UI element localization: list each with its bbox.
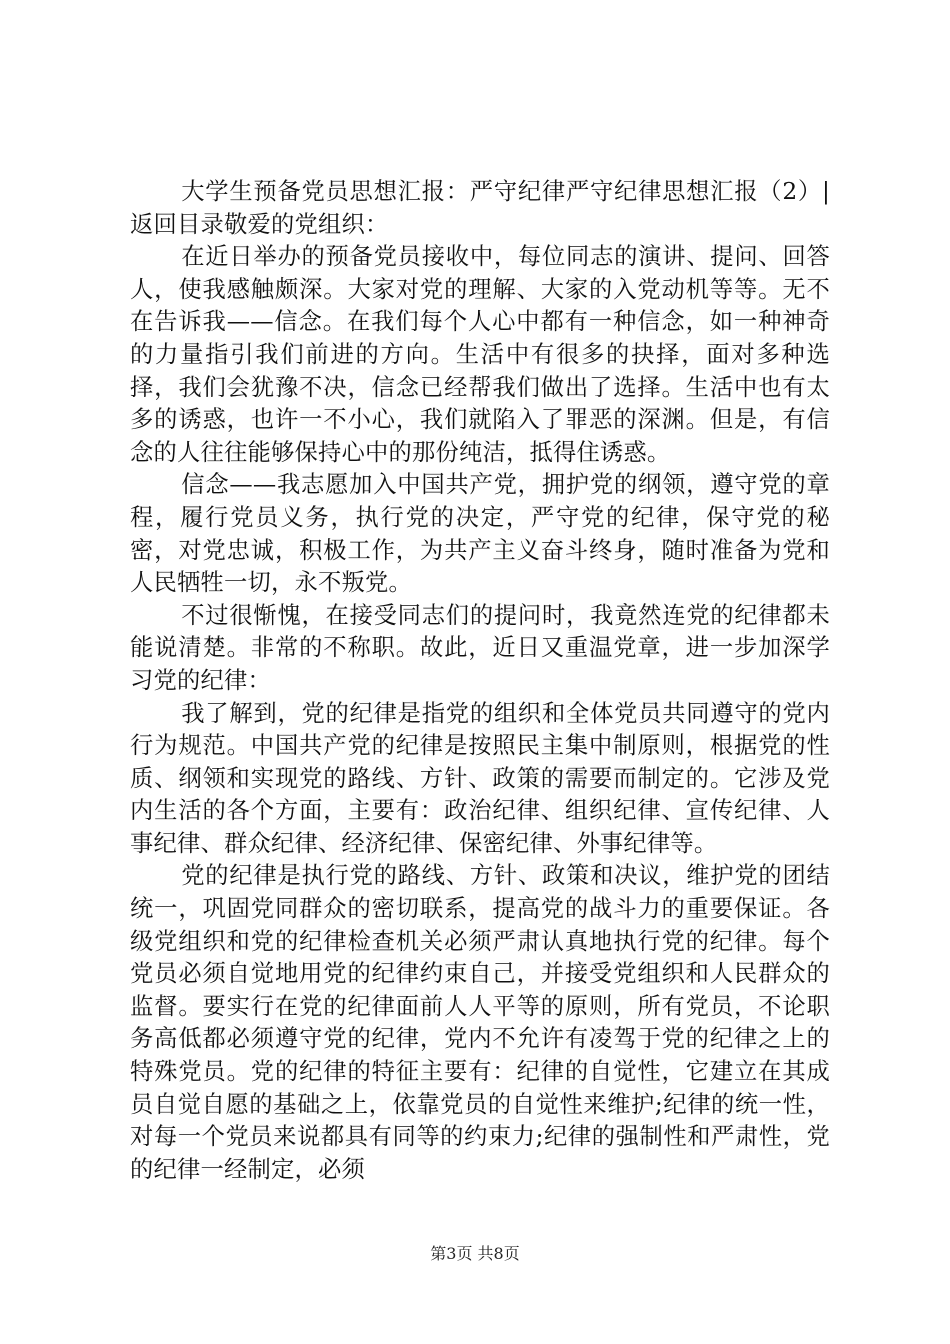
paragraph-discipline-role: 党的纪律是执行党的路线、方针、政策和决议，维护党的团结统一，巩固党同群众的密切联系，提高党的战斗力的重要保证。各级党组织和党的纪律检查机关必须严肃认真地执行党的纪律。每个党员必须自觉地用党的纪律约束自己，并接受党组织和人民群众的监督。要实行在党的纪律面前人人平等的原则，所有党员，不论职务高低都必须遵守党的纪律，党内不允许有凌驾于党的纪律之上的特殊党员。党的纪律的特征主要有：纪律的自觉性，它建立在其成员自觉自愿的基础之上，依靠党员的自觉性来维护;纪律的统一性，对每一个党员来说都具有同等的约束力;纪律的强制性和严肃性，党的纪律一经制定，必须: [130, 862, 830, 1183]
page-number-footer: 第3页 共8页: [430, 1244, 520, 1263]
report-title-paragraph: 大学生预备党员思想汇报：严守纪律严守纪律思想汇报（2）|返回目录敬爱的党组织：: [130, 178, 830, 238]
paragraph-reflection: 不过很惭愧，在接受同志们的提问时，我竟然连党的纪律都未能说清楚。非常的不称职。故此，近日又重温党章，进一步加深学习党的纪律：: [130, 601, 830, 694]
document-body: [130, 176, 830, 1186]
paragraph-oath: 信念——我志愿加入中国共产党，拥护党的纲领，遵守党的章程，履行党员义务，执行党的决定，严守党的纪律，保守党的秘密，对党忠诚，积极工作，为共产主义奋斗终身，随时准备为党和人民牺牲一切，永不叛党。: [130, 471, 830, 597]
paragraph-discipline-definition: 我了解到，党的纪律是指党的组织和全体党员共同遵守的党内行为规范。中国共产党的纪律是按照民主集中制原则，根据党的性质、纲领和实现党的路线、方针、政策的需要而制定的。它涉及党内生活的各个方面，主要有：政治纪律、组织纪律、宣传纪律、人事纪律、群众纪律、经济纪律、保密纪律、外事纪律等。: [130, 699, 830, 857]
paragraph-belief-intro: 在近日举办的预备党员接收中，每位同志的演讲、提问、回答人，使我感触颇深。大家对党的理解、大家的入党动机等等。无不在告诉我——信念。在我们每个人心中都有一种信念，如一种神奇的力量指引我们前进的方向。生活中有很多的抉择，面对多种选择，我们会犹豫不决，信念已经帮我们做出了选择。生活中也有太多的诱惑，也许一不小心，我们就陷入了罪恶的深渊。但是，有信念的人往往能够保持心中的那份纯洁，抵得住诱惑。: [130, 243, 830, 466]
